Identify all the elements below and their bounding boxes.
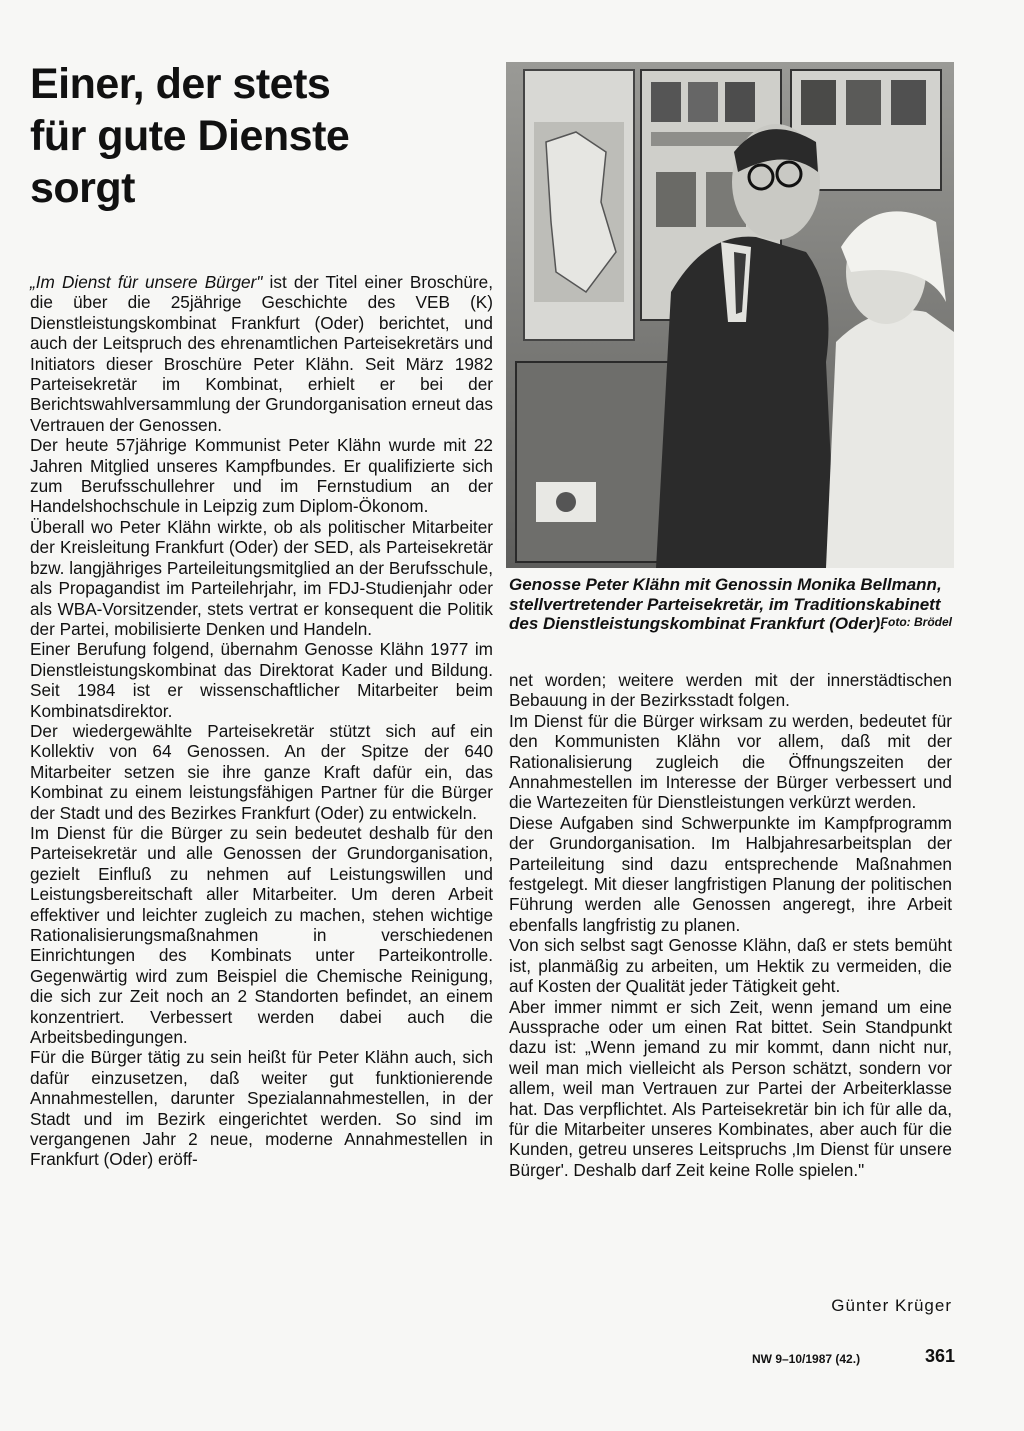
paragraph — [30, 272, 493, 435]
caption-text: Genosse Peter Klähn mit Genossin Monika Bellmann, stellvertretender Parteisekretär, im Traditionskabinett des Dienstleistungskombinat Frankfurt (Oder). — [509, 575, 942, 633]
headline — [30, 58, 450, 214]
photo-illustration — [506, 62, 954, 568]
paragraph: Aber immer nimmt er sich Zeit, wenn jemand um eine Aussprache oder um einen Rat bittet. Sein Standpunkt dazu ist: „Wenn jemand zu mir kommt, dann nicht nur, weil man mich vielleicht als Person schätzt, sondern vor allem, weil man Vertrauen zur Partei der Arbeiterklasse hat. Das verpflichtet. Als Parteisekretär bin ich für alle da, für die Mitarbeiter unseres Kombinates, aber auch für die Kunden, getreu unseres Leitspruchs ‚Im Dienst für unsere Bürger'. Deshalb darf Zeit keine Rolle spielen." — [509, 996, 952, 1180]
photo-credit: Foto: Brödel — [880, 615, 952, 629]
paragraph: Überall wo Peter Klähn wirkte, ob als politischer Mitarbeiter der Kreisleitung Frankfurt (Oder) der SED, als Parteisekretär bzw. langjähriges Parteileitungsmitglied an der Berufsschule, als Propagandist im Parteilehrjahr, im FDJ-Studienjahr oder als WBA-Vorsitzender, stets vertrat er konsequent die Politik der Partei, mobilisierte Denken und Handeln. — [30, 516, 493, 639]
author-byline: Günter Krüger — [831, 1296, 952, 1315]
article-right-column — [509, 670, 952, 1180]
paragraph: Der heute 57jährige Kommunist Peter Klähn wurde mit 22 Jahren Mitglied unseres Kampfbundes. Er qualifizierte sich zum Berufsschullehrer und im Fernstudium an der Handelshochschule in Leipzig zum Diplom-Ökonom. — [30, 435, 493, 517]
article-left-column — [30, 272, 493, 1170]
brochure-title: „Im Dienst für unsere Bürger" — [30, 272, 263, 292]
paragraph: Für die Bürger tätig zu sein heißt für Peter Klähn auch, sich dafür einzusetzen, daß weiter gut funktionierende Annahmestellen, darunter Spezialannahmestellen, in der Stadt und im Bezirk eingerichtet werden. So sind im vergangenen Jahr 2 neue, moderne Annahmestellen in Frankfurt (Oder) eröff- — [30, 1047, 493, 1170]
paragraph: Einer Berufung folgend, übernahm Genosse Klähn 1977 im Dienstleistungskombinat das Direktorat Kader und Bildung. Seit 1984 ist er wissenschaftlicher Mitarbeiter beim Kombinatsdirektor. — [30, 639, 493, 721]
headline-line-2: für gute Dienste — [30, 112, 350, 160]
paragraph: Der wiedergewählte Parteisekretär stützt sich auf ein Kollektiv von 64 Genossen. An der Spitze der 640 Mitarbeiter setzen sie ihre ganze Kraft dafür ein, das Kombinat zu einem leistungsfähigen Partner für die Bürger der Stadt und des Bezirkes Frankfurt (Oder) zu entwickeln. — [30, 720, 493, 823]
paragraph: Im Dienst für die Bürger wirksam zu werden, bedeutet für den Kommunisten Klähn vor allem, daß mit der Rationalisierung zugleich die Öffnungszeiten der Annahmestellen im Interesse der Bürger verbessert und die Wartezeiten für Dienstleistungen verkürzt werden. — [509, 710, 952, 813]
paragraph: net worden; weitere werden mit der innerstädtischen Bebauung in der Bezirksstadt folgen. — [509, 670, 952, 711]
photo-caption — [509, 575, 952, 634]
paragraph: Im Dienst für die Bürger zu sein bedeutet deshalb für den Parteisekretär und alle Genossen der Grundorganisation, gezielt Einfluß zu nehmen auf Leistungswillen und Leistungsbereitschaft aller Mitarbeiter. Um deren Arbeit effektiver und leichter zugleich zu machen, stehen wichtige Rationalisierungsmaßnahmen in verschiedenen Einrichtungen des Kombinats unter Parteikontrolle. Gegenwärtig wird zum Beispiel die Chemische Reinigung, die sich zur Zeit noch an 2 Standorten befindet, an einem konzentriert. Verbessert werden dabei auch die Arbeitsbedingungen. — [30, 822, 493, 1048]
headline-line-3: sorgt — [30, 164, 135, 212]
paragraph: Diese Aufgaben sind Schwerpunkte im Kampfprogramm der Grundorganisation. Im Halbjahresarbeitsplan der Parteileitung sind dazu entsprechende Maßnahmen festgelegt. Mit dieser langfristigen Planung der politischen Führung werden alle Genossen angeregt, ihre Arbeit ebenfalls langfristig zu planen. — [509, 812, 952, 935]
paragraph: Von sich selbst sagt Genosse Klähn, daß er stets bemüht ist, planmäßig zu arbeiten, um Hektik zu vermeiden, die auf Kosten der Qualität jeder Tätigkeit geht. — [509, 935, 952, 997]
page-number: 361 — [925, 1346, 956, 1366]
photo-klaehn-bellmann — [506, 62, 954, 568]
paragraph-text: ist der Titel einer Broschüre, die über die 25jährige Geschichte des VEB (K) Dienstleistungskombinat Frankfurt (Oder) berichtet, und auch der Leitspruch des ehrenamtlichen Parteisekretärs und Initiators dieser Broschüre Peter Klähn. Seit März 1982 Parteisekretär im Kombinat, erhielt er bei der Berichtswahlversammlung der Grundorganisation erneut das Vertrauen der Genossen. — [30, 272, 493, 435]
headline-line-1: Einer, der stets — [30, 60, 331, 108]
issue-reference: NW 9–10/1987 (42.) — [752, 1352, 861, 1366]
